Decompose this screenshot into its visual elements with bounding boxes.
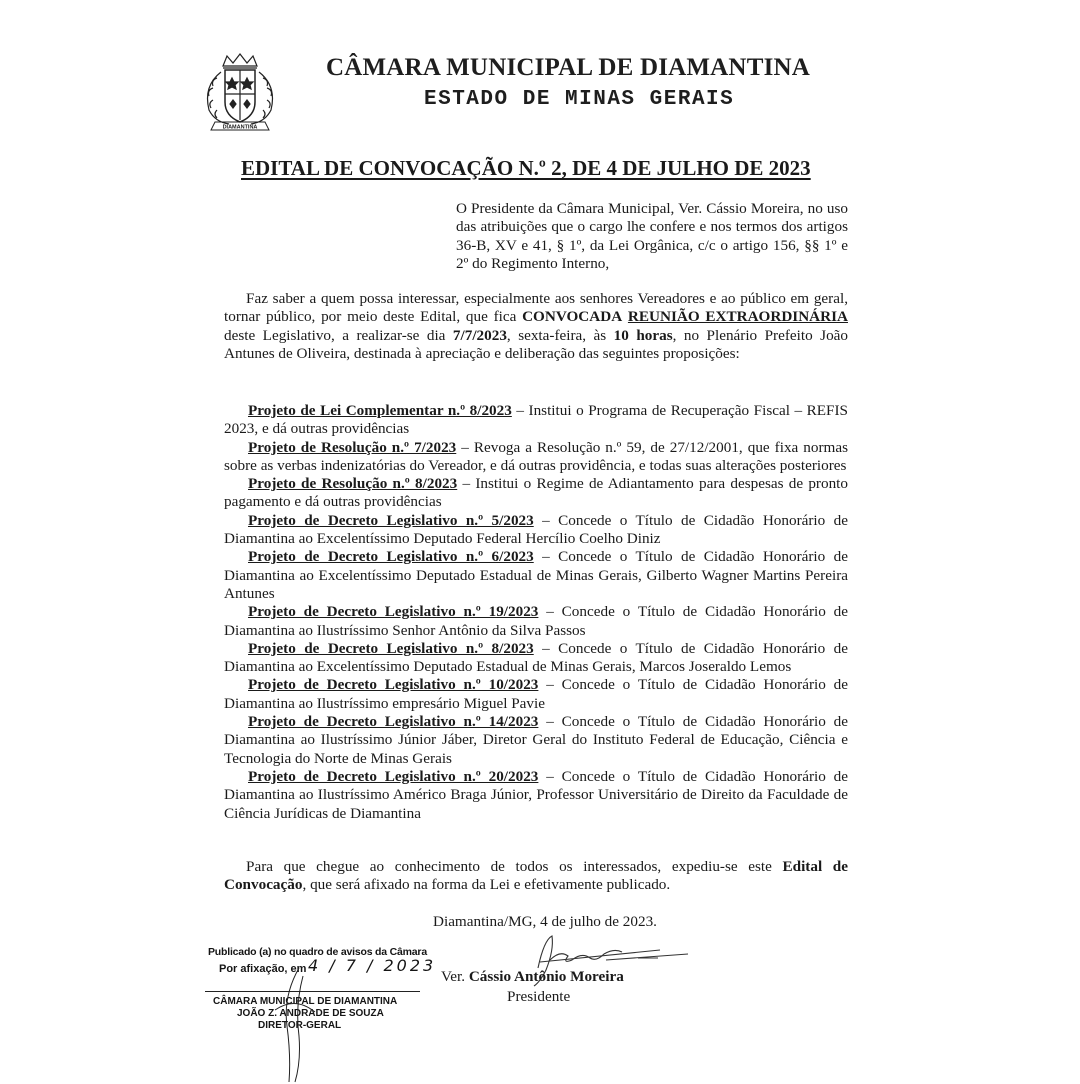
project-item (224, 768, 848, 823)
projects-list (224, 402, 848, 823)
project-item (224, 713, 848, 768)
project-title: Projeto de Decreto Legislativo n.º 8/2023 (248, 639, 534, 657)
stamp-organization: CÂMARA MUNICIPAL DE DIAMANTINA (213, 996, 398, 1007)
project-title: Projeto de Decreto Legislativo n.º 14/2023 (248, 713, 539, 731)
intro-part2: deste Legislativo, a realizar-se dia (224, 326, 453, 344)
intro-paragraph (224, 290, 848, 363)
project-item (224, 640, 848, 677)
project-text: – Concede o Título de Cidadão Honorário de Diamantina ao Ilustríssimo Júnior Jáber, Diretor Geral do Instituto Federal de Educação, Ciência e Tecnologia do Norte de Minas Gerais (224, 713, 848, 767)
institution-title: CÂMARA MUNICIPAL DE DIAMANTINA (326, 54, 811, 81)
project-title: Projeto de Decreto Legislativo n.º 20/2023 (248, 767, 539, 785)
signer-role: Presidente (507, 988, 571, 1005)
coat-of-arms-seal (195, 52, 285, 136)
intro-time: 10 horas (613, 326, 673, 344)
project-text: – Institui o Programa de Recuperação Fiscal – REFIS 2023, e dá outras providências (224, 402, 848, 438)
project-text: – Concede o Título de Cidadão Honorário de Diamantina ao Ilustríssimo Américo Braga Júnior, Professor Universitário de Direito da Faculdade de Ciência Jurídicas de Diamantina (224, 767, 848, 822)
intro-reuniao: REUNIÃO EXTRAORDINÁRIA (627, 308, 848, 326)
stamp-official-name: JOÃO Z. ANDRADE DE SOUZA (237, 1008, 384, 1019)
project-text: – Concede o Título de Cidadão Honorário de Diamantina ao Excelentíssimo Deputado Federal Hercílio Coelho Diniz (224, 511, 848, 548)
project-text: – Concede o Título de Cidadão Honorário de Diamantina ao Ilustríssimo Senhor Antônio da Silva Passos (224, 603, 848, 639)
intro-part4: , no Plenário Prefeito João Antunes de Oliveira, destinada à apreciação e deliberação das seguintes proposições: (224, 326, 848, 362)
intro-part1: Faz saber a quem possa interessar, especialmente aos senhores Vereadores e ao público em geral, tornar público, por meio deste Edital, que fica (224, 290, 848, 326)
project-item (224, 603, 848, 640)
project-item (224, 548, 848, 603)
edital-title: EDITAL DE CONVOCAÇÃO N.º 2, DE 4 DE JULHO DE 2023 (241, 156, 811, 180)
signer-prefix: Ver. (441, 968, 469, 985)
state-subtitle: ESTADO DE MINAS GERAIS (424, 88, 735, 111)
place-date: Diamantina/MG, 4 de julho de 2023. (433, 913, 657, 930)
intro-date: 7/7/2023 (452, 326, 507, 344)
closing-paragraph (224, 858, 848, 895)
intro-part3: , sexta-feira, às (506, 326, 614, 344)
project-item (224, 439, 848, 476)
stamp-official-role: DIRETOR-GERAL (258, 1020, 342, 1031)
project-text: – Concede o Título de Cidadão Honorário de Diamantina ao Ilustríssimo empresário Miguel Pavie (224, 676, 848, 712)
project-title: Projeto de Resolução n.º 8/2023 (248, 475, 458, 493)
project-text: – Concede o Título de Cidadão Honorário de Diamantina ao Excelentíssimo Deputado Estadual de Minas Gerais, Marcos Joseraldo Lemos (224, 639, 848, 676)
project-text: – Concede o Título de Cidadão Honorário de Diamantina ao Excelentíssimo Deputado Estadual de Minas Gerais, Gilberto Wagner Martins Pereira Antunes (224, 548, 848, 602)
stamp-line1: Publicado (a) no quadro de avisos da Câmara (208, 946, 427, 958)
closing-part1: Para que chegue ao conhecimento de todos os interessados, expediu-se este (246, 858, 783, 875)
project-text: – Institui o Regime de Adiantamento para despesas de pronto pagamento e dá outras providências (224, 475, 848, 511)
project-title: Projeto de Resolução n.º 7/2023 (248, 438, 457, 456)
project-title: Projeto de Decreto Legislativo n.º 10/2023 (248, 676, 539, 694)
project-item (224, 512, 848, 549)
signer-name: Cássio Antônio Moreira (468, 968, 624, 985)
project-title: Projeto de Lei Complementar n.º 8/2023 (248, 402, 512, 419)
closing-bold: Edital de Convocação (224, 858, 848, 894)
project-title: Projeto de Decreto Legislativo n.º 5/2023 (248, 511, 534, 529)
stamp-handwritten-date: 4 / 7 / 2023 (308, 956, 437, 975)
project-text: – Revoga a Resolução n.º 59, de 27/12/2001, que fixa normas sobre as verbas indenizatórias do Vereador, e dá outras providência, e todas suas alterações posteriores (224, 438, 848, 474)
closing-part2: , que será afixado na forma da Lei e efetivamente publicado. (302, 876, 671, 894)
project-title: Projeto de Decreto Legislativo n.º 6/2023 (248, 548, 534, 566)
stamp-line2: Por afixação, em (219, 963, 307, 975)
intro-convocada: CONVOCADA (522, 308, 623, 326)
project-item (224, 402, 848, 439)
project-item (224, 475, 848, 512)
project-item (224, 676, 848, 713)
preamble-paragraph: O Presidente da Câmara Municipal, Ver. Cássio Moreira, no uso das atribuições que o cargo lhe confere e nos termos dos artigos 36-B, XV e 41, § 1º, da Lei Orgânica, c/c o artigo 156, §§ 1º e 2º do Regimento Interno, (456, 200, 848, 272)
stamp-signature (265, 966, 325, 1084)
seal-label: DIAMANTINA (222, 124, 258, 131)
signer-name-line (441, 968, 624, 986)
project-title: Projeto de Decreto Legislativo n.º 19/2023 (248, 603, 539, 621)
